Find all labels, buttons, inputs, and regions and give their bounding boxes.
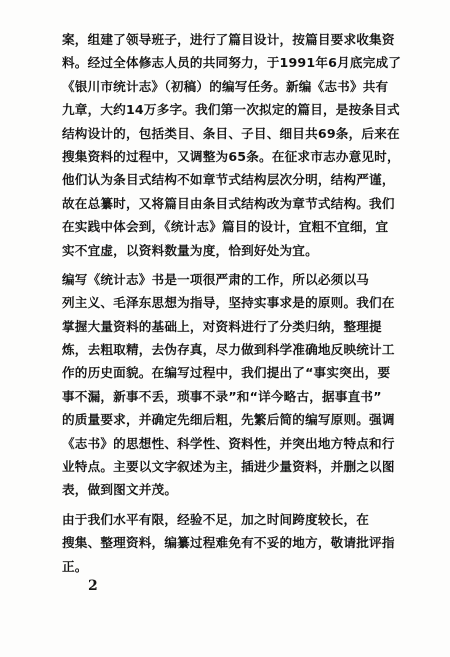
- text-line: 九章，大约14万多字。我们第一次拟定的篇目，是按条目式: [62, 102, 400, 118]
- text-line: 故在总纂时，又将篇目由条目式结构改为章节式结构。我们: [62, 195, 395, 211]
- text-line: 《志书》的思想性、科学性、资料性，并突出地方特点和行: [62, 435, 395, 451]
- text-line: 案，组建了领导班子，进行了篇目设计，按篇目要求收集资: [62, 32, 395, 47]
- text-line: 搜集资料的过程中，又调整为65条。在征求市志办意见时，: [62, 148, 400, 164]
- page-number: 2: [88, 578, 98, 594]
- text-line: 他们认为条目式结构不如章节式结构层次分明，结构严谨，: [62, 172, 395, 188]
- text-line: 实不宜虚，以资料数量为度，恰到好处为宜。: [62, 242, 318, 258]
- text-line: 炼，去粗取精，去伪存真，尽力做到科学准确地反映统计工: [62, 342, 395, 358]
- text-line: 掌握大量资料的基础上，对资料进行了分类归纳，整理提: [62, 318, 382, 334]
- text-line: 由于我们水平有限，经验不足，加之时间跨度较长，在: [62, 511, 370, 527]
- text-line: 在实践中体会到，《统计志》篇目的设计，宜粗不宜细，宜: [62, 219, 389, 235]
- text-line: 编写《统计志》书是一项很严肃的工作，所以必须以马: [62, 271, 370, 287]
- text-line: 搜集、整理资料，编纂过程难免有不妥的地方，敬请批评指: [62, 535, 395, 551]
- text-line: 业特点。主要以文字叙述为主，插进少量资料，并删之以图: [62, 459, 395, 475]
- text-line: 正。: [62, 558, 88, 574]
- text-line: 《银川市统计志》（初稿）的编写任务。新编《志书》共有: [62, 78, 389, 94]
- text-line: 事不漏，新事不丢，琐事不录”和“详今略古，据事直书”: [62, 388, 382, 404]
- text-line: 的质量要求，并确定先细后粗，先繁后简的编写原则。强调: [62, 412, 395, 428]
- text-line: 列主义、毛泽东思想为指导，坚持实事求是的原则。我们在: [62, 295, 395, 311]
- text-line: 作的历史面貌。在编写过程中，我们提出了“事实突出，要: [62, 365, 391, 381]
- paragraph-3: [62, 508, 404, 578]
- text-line: 结构设计的，包括类目、条目、子目、细目共69条，后来在: [62, 125, 400, 141]
- paragraph-2: [62, 268, 404, 502]
- text-line: 表，做到图文并茂。: [62, 482, 178, 498]
- body-text: [62, 28, 404, 578]
- paragraph-1: [62, 28, 404, 262]
- text-line: 料。经过全体修志人员的共同努力，于1991年6月底完成了: [62, 55, 402, 71]
